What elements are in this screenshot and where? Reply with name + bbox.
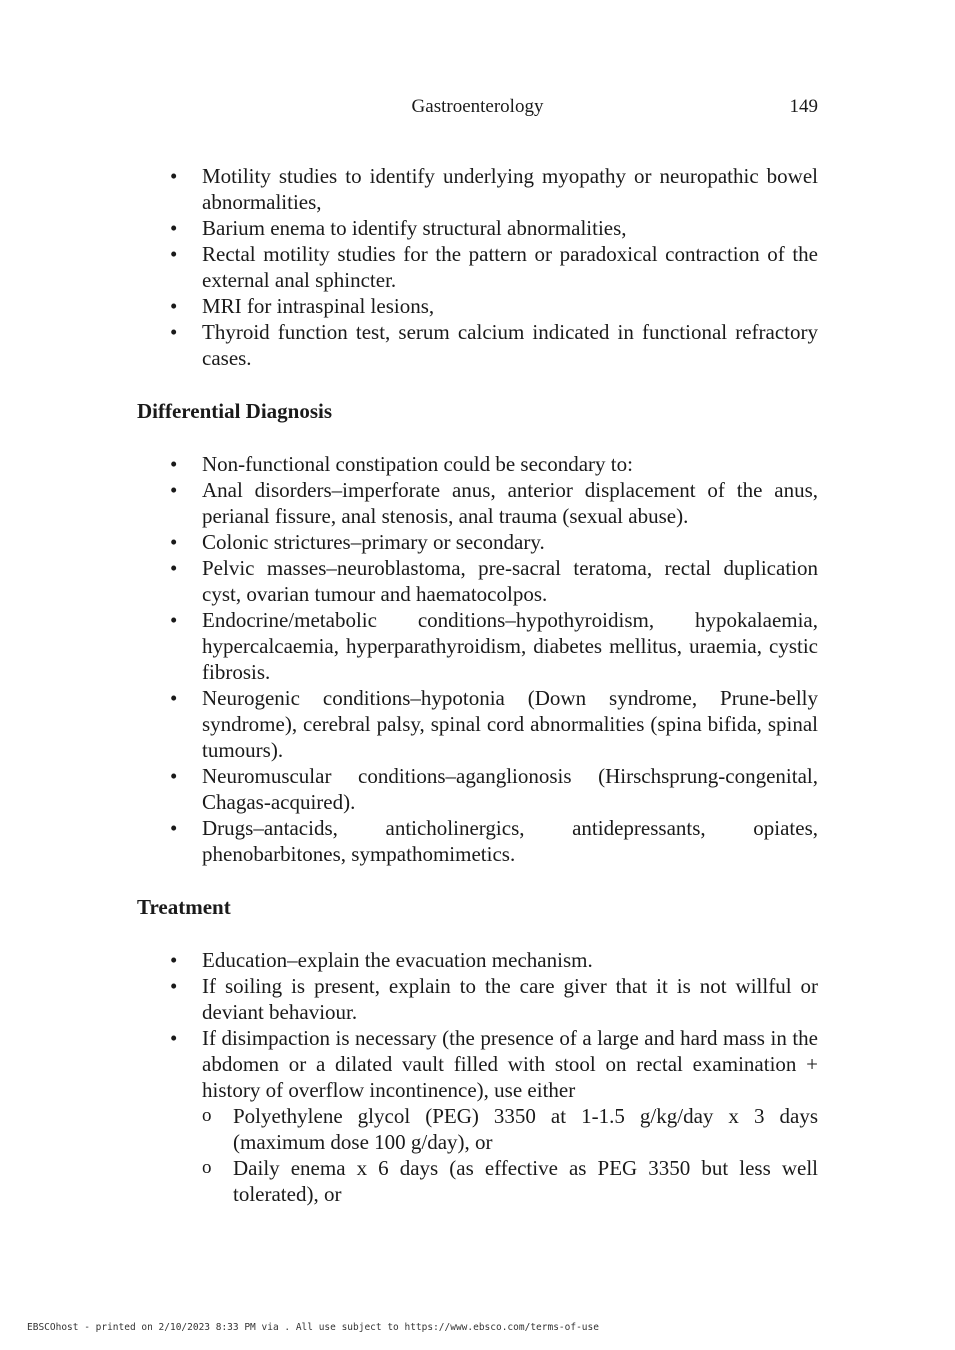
list-item: • Barium enema to identify structural abnormalities, (137, 215, 818, 241)
list-item: • Pelvic masses–neuroblastoma, pre-sacral teratoma, rectal duplication cyst, ovarian tumour and haematocolpos. (137, 555, 818, 607)
page-body (137, 163, 818, 1207)
sub-list-item: o Daily enema x 6 days (as effective as PEG 3350 but less well tolerated), or (202, 1155, 818, 1207)
footer-notice: EBSCOhost - printed on 2/10/2023 8:33 PM via . All use subject to https://www.ebsco.com/terms-of-use (27, 1322, 599, 1333)
section-heading-differential: Differential Diagnosis (137, 399, 333, 423)
list-item-text: If disimpaction is necessary (the presence of a large and hard mass in the abdomen or a dilated vault filled with stool on rectal examination + history of overflow incontinence), use either (202, 1026, 818, 1102)
list-item-with-subitems (137, 1025, 818, 1207)
list-item: • Neurogenic conditions–hypotonia (Down syndrome, Prune-belly syndrome), cerebral palsy, spinal cord abnormalities (spina bifida, spinal tumours). (137, 685, 818, 763)
treatment-list (137, 947, 818, 1207)
list-item: • MRI for intraspinal lesions, (137, 293, 818, 319)
list-item: • Anal disorders–imperforate anus, anterior displacement of the anus, perianal fissure, anal stenosis, anal trauma (sexual abuse). (137, 477, 818, 529)
list-item: • Colonic strictures–primary or secondary. (137, 529, 818, 555)
differential-list (137, 451, 818, 867)
list-item: • Education–explain the evacuation mechanism. (137, 947, 818, 973)
treatment-sublist (202, 1103, 818, 1207)
list-item: • Drugs–antacids, anticholinergics, antidepressants, opiates, phenobarbitones, sympathomimetics. (137, 815, 818, 867)
section-heading-treatment: Treatment (137, 895, 231, 919)
list-item: • If soiling is present, explain to the care giver that it is not willful or deviant behaviour. (137, 973, 818, 1025)
list-item: • Rectal motility studies for the pattern or paradoxical contraction of the external anal sphincter. (137, 241, 818, 293)
sub-list-item: o Polyethylene glycol (PEG) 3350 at 1-1.5 g/kg/day x 3 days (maximum dose 100 g/day), or (202, 1103, 818, 1155)
investigations-list (137, 163, 818, 371)
list-item: • Motility studies to identify underlying myopathy or neuropathic bowel abnormalities, (137, 163, 818, 215)
list-item: • Non-functional constipation could be secondary to: (137, 451, 818, 477)
page-number: 149 (789, 96, 818, 117)
list-item: • Neuromuscular conditions–aganglionosis (Hirschsprung-congenital, Chagas-acquired). (137, 763, 818, 815)
list-item: • Thyroid function test, serum calcium indicated in functional refractory cases. (137, 319, 818, 371)
running-header: Gastroenterology (411, 96, 544, 117)
list-item: • Endocrine/metabolic conditions–hypothyroidism, hypokalaemia, hypercalcaemia, hyperparathyroidism, diabetes mellitus, uraemia, cystic fibrosis. (137, 607, 818, 685)
